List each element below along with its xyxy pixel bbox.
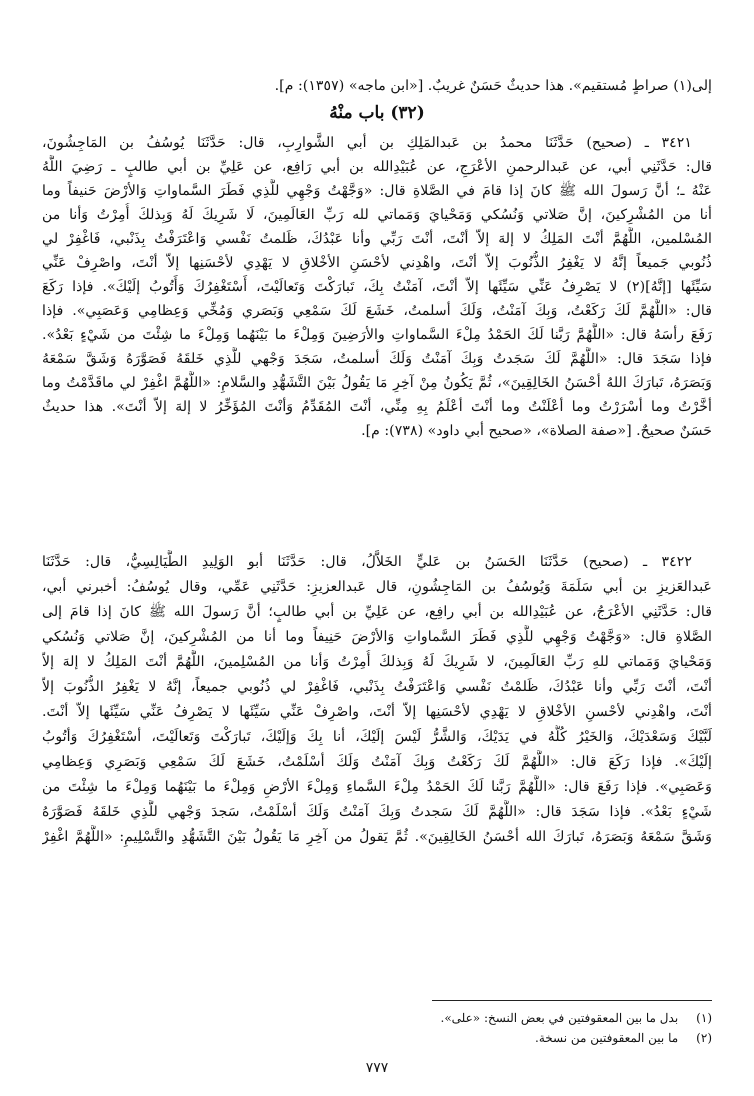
text-line: المُسْلمين، اللَّهُمَّ أنْتَ المَلِكُ لا إلهَ إلاّ أنْتَ، أنْتَ رَبِّي وأنا عَبْدُكَ، ظَلمتُ نَفْسي وَاعْتَرَفْتُ بِذَنْبي، فَاغْفِرْ لي bbox=[42, 231, 712, 247]
text-line: إلَيْكَ». فإذا رَكَعَ قال: «اللَّهُمَّ لَكَ رَكَعْتُ وَبِكَ آمَنْتُ وَلَكَ أسْلَمْتُ، خَشَعَ لَكَ سَمْعِي وَبَصَرِي وَعِظامِي bbox=[42, 754, 712, 770]
text-line: قال: «اللَّهُمَّ لَكَ رَكَعْتُ، وَبِكَ آمَنْتُ، وَلَكَ أسلمتُ، خَشَعَ لَكَ سَمْعِي وَبَصَري وَمُخِّي وَعِظامِي وَعَصَبِي». فإذا bbox=[42, 303, 712, 319]
text-line: ٣٤٢٢ ـ (صحيح) حَدَّثَنَا الحَسَنُ بن عَليٍّ الخَلاَّلُ، قال: حَدَّثَنَا أبو الوَلِيدِ الطَّيَالِسِيُّ، قال: حَدَّثَنَا bbox=[42, 554, 692, 570]
text-line: قال: حَدَّثَنِي أبي، عن عَبدالرحمنِ الأعْرَجِ، عن عُبَيْدِالله بن أبي رَافِع، عن عَلِيِّ بن أبي طالبٍ ـ رَضِيَ اللَّهُ bbox=[42, 159, 712, 175]
footnote-number: (١) bbox=[696, 1011, 712, 1025]
text-line: أنا من المُشْرِكينَ، إنَّ صَلاتي وَنُسُكي وَمَحْيايَ وَمَماتي لله رَبِّ العَالَمِينَ، لَا شَرِيكَ لَهُ وَبِذلكَ أُمِرْتُ وَأنا من bbox=[42, 207, 712, 223]
text-line: وَعَصَبِي». فإذا رَفَعَ قال: «اللَّهُمَّ رَبَّنا لَكَ الحَمْدُ مِلْءَ السَّماءِ وَمِلْءَ الأرْضِ وَمِلْءَ ما بَيْنَهُما وَمِلْءَ ما شِئْتَ من bbox=[42, 779, 712, 795]
footnote-text: بدل ما بين المعقوفتين في بعض النسخ: «على». bbox=[440, 1011, 679, 1025]
text-line: وَبَصَرَهُ، تَبارَكَ اللهُ أحْسَنُ الخَالِقِينَ»، ثُمَّ يَكُونُ مِنْ آخِرِ مَا يَقُولُ بَيْنَ التَّشَهُّدِ والسَّلامِ: «اللَّهُمَّ اغْفِرْ لي ماقَدَّمْتُ وما bbox=[42, 375, 712, 391]
footnote-number: (٢) bbox=[696, 1031, 712, 1045]
text-line: أنْتَ، واهْدِني لأحْسنِ الأخْلاقِ لا يَهْدِي لأحْسَنِها إلاّ أنْتَ، واصْرِفْ عَنِّي سَيِّئَها لا يَصْرِفُ عَنِّي سَيِّئَها إلاّ أنْتَ. bbox=[42, 704, 712, 720]
text-line: أنْتَ، أنْتَ رَبِّي وأنا عَبْدُكَ، ظَلمْتُ نَفْسي وَاعْتَرَفْتُ بِذَنْبي، فَاغْفِرْ لي ذُنُوبي جميعاً، إنَّهُ لا يَغْفِرُ الذُّنُوبَ إلاّ bbox=[42, 679, 712, 695]
text-line: عَبدالعَزيزِ بن أبي سَلَمَةَ وَيُوسُفُ بن المَاجِشُونِ، قال عَبدالعزيزِ: حَدَّثَنِي عَمِّي، وقال يُوسُفُ: أخبرني أبي، bbox=[42, 579, 712, 595]
text-line: وَشَقَّ سَمْعَهُ وَبَصَرَهُ، تَبارَكَ الله أحْسَنُ الخَالِقِينَ». ثُمَّ يَقولُ من آخِرِ مَا يَقُولُ بَيْنَ التَّشَهُّدِ والتَّسْلِيمِ: «اللَّهُمَّ اغْفِرْ bbox=[42, 829, 712, 845]
page-number: ٧٧٧ bbox=[365, 1060, 389, 1076]
footnote-divider bbox=[432, 1000, 712, 1001]
text-line: سَيِّئَها [إنَّهُ](٢) لا يَصْرِفُ عَنِّي سَيِّئَها إلاّ أنْتَ، آمَنْتُ بِكَ، تَبارَكْتَ وَتَعالَيْتَ، أَسْتَغْفِرُكَ وَأَتُوبُ إلَيْكَ». فإذا رَكَعَ bbox=[42, 279, 712, 295]
footnote-text: ما بين المعقوفتين من نسخة. bbox=[535, 1031, 679, 1045]
text-line: قال: حَدَّثَنِي الأعْرَجُ، عن عُبَيْدِالله بن أبي رافِع، عن عَلِيِّ بن أبي طالبٍ؛ أنَّ رَسولَ الله ﷺ كانَ إذا قامَ إلى bbox=[42, 604, 712, 620]
text-line: فإذا سَجَدَ قال: «اللَّهُمَّ لَكَ سَجَدتُ وَبِكَ آمَنْتُ وَلَكَ أسلمتُ، سَجَدَ وَجْهي للَّذِي خَلقَهُ فَصَوَّرَهُ وَشَقَّ سَمْعَهُ bbox=[42, 351, 712, 367]
text-line: ذُنُوبي جَميعاً إنَّهُ لا يَغْفِرُ الذُّنُوبَ إلاّ أنْتَ، واهْدِني لأحْسَنِ الأخْلاقِ لا يَهْدِي لأحْسَنِها إلاّ أنْتَ، واصْرِفْ عَنِّي bbox=[42, 255, 712, 271]
text-line: ٣٤٢١ ـ (صحيح) حَدَّثَنَا محمدُ بن عَبدالمَلِكِ بن أبي الشَّوارِبِ، قال: حَدَّثَنَا يُوسُفُ بن المَاجِشُونَ، bbox=[42, 135, 692, 151]
chapter-heading: (٣٢) باب منْهُ bbox=[329, 103, 425, 123]
text-line: حَسَنٌ صحيحٌ. [«صفة الصلاة»، «صحيح أبي داود» (٧٣٨): م]. bbox=[361, 423, 712, 439]
text-line: أخَّرْتُ وما أسْرَرْتُ وما أعْلَنْتُ وما أنْتَ أعْلَمُ بِهِ مِنِّي، أنْتَ المُقَدِّمُ وَأنْتَ المُؤَخِّرُ لا إلهَ إلاّ أنْتَ». هذا حديثٌ bbox=[42, 399, 712, 415]
footnote-2 bbox=[42, 1028, 712, 1048]
text-line: رَفَعَ رأسَهُ قال: «اللَّهُمَّ رَبَّنا لَكَ الحَمْدُ مِلْءَ السَّماواتِ والأرَضِينَ وَمِلْءَ ما بَيْنَهُما وَمِلْءَ ما شِئْتَ من شَيْءٍ بَعْدُ». bbox=[42, 327, 712, 343]
text-line: وَمَحْيايَ وَمَماتي للهِ رَبِّ العَالَمِينَ، لا شَرِيكَ لَهُ وَبِذلكَ أُمِرْتُ وَأنا من المُسْلِمينَ، اللَّهُمَّ أنْتَ المَلِكُ لا إلهَ إلاّ bbox=[42, 654, 712, 670]
text-line: الصَّلاةِ قال: «وَجَّهْتُ وَجْهِي للَّذِي فَطَرَ السَّماواتِ وَالأرْضَ حَنِيفاً وما أنا من المُشْرِكينَ، إنَّ صَلاتي وَنُسُكي bbox=[42, 629, 712, 645]
document-page bbox=[42, 0, 712, 1096]
footnote-1 bbox=[42, 1008, 712, 1028]
intro-line: إلى(١) صراطٍ مُستقيم». هذا حديثٌ حَسَنٌ غريبٌ. [«ابن ماجه» (١٣٥٧): م]. bbox=[274, 78, 712, 94]
text-line: شَيْءٍ بَعْدُ». فإذا سَجَدَ قال: «اللَّهُمَّ لَكَ سَجدتُ وَبِكَ آمَنْتُ وَلَكَ أسْلَمْتُ، سَجدَ وَجْهي للَّذِي خَلقَهُ فَصَوَّرَهُ bbox=[42, 804, 712, 820]
text-line: لَبَّيْكَ وَسَعْدَيْكَ، وَالخَيْرُ كُلُّهُ في يَدَيْكَ، وَالشَّرُّ لَيْسَ إلَيْكَ، أنا بِكَ وَإلَيْكَ، تَبارَكْتَ وَتَعالَيْتَ، أسْتَغْفِرُكَ وَأتُوبُ bbox=[42, 729, 712, 745]
text-line: عَنْهُ ـ؛ أنَّ رَسولَ الله ﷺ كانَ إذا قامَ في الصَّلاةِ قال: «وَجَّهْتُ وَجْهِي للَّذِي فَطَرَ السَّماواتِ وَالأرْضَ حَنيفاً وما bbox=[42, 183, 712, 199]
